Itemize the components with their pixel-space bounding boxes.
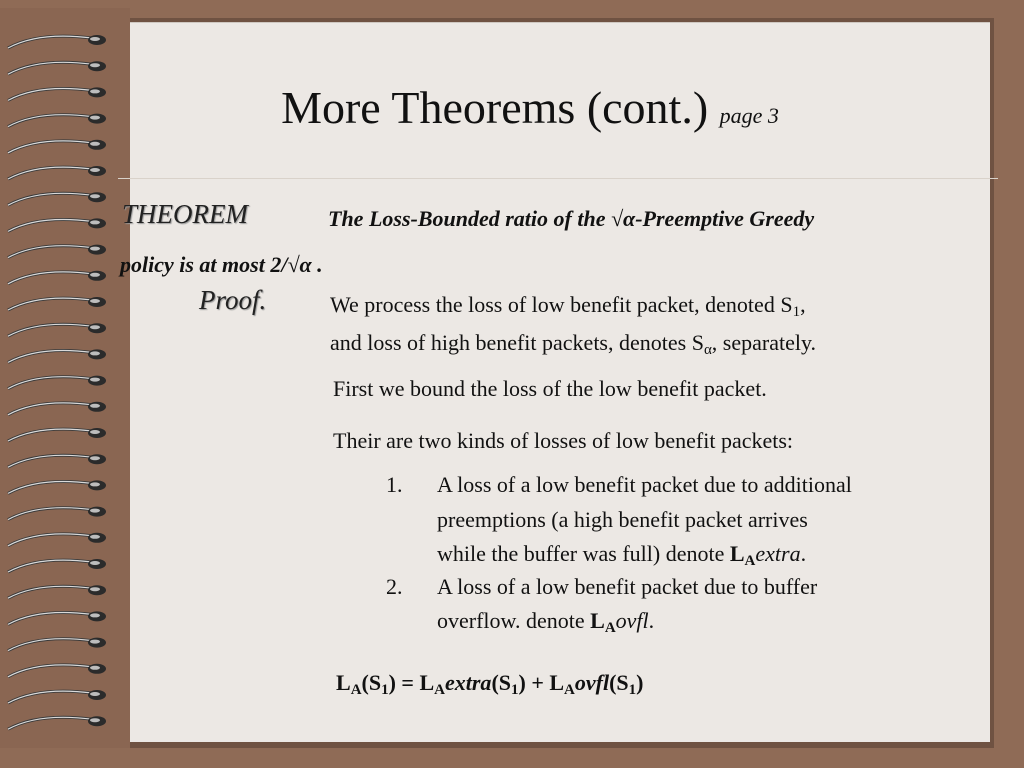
label-extra: extra (755, 541, 801, 566)
title-main: More Theorems (cont.) (281, 82, 709, 133)
list-item-2-line-2-text: overflow. denote (437, 608, 591, 633)
eq-part: L (336, 670, 351, 695)
list-item-1-line-2: preemptions (a high benefit packet arrives (437, 507, 808, 532)
subscript-A: A (604, 620, 616, 636)
eq-sub: A (350, 682, 362, 698)
proof-line-2-text: and loss of high benefit packets, denotes S (330, 330, 704, 355)
eq-part: ) (636, 670, 644, 695)
eq-sub: A (434, 682, 445, 698)
subscript: α (703, 342, 712, 358)
proof-line-2-end: , separately. (711, 330, 817, 355)
eq-part: ) + L (518, 670, 565, 695)
slide-title (70, 80, 990, 144)
eq-part: (S (491, 670, 511, 695)
list-item-2-line-1: A loss of a low benefit packet due to buffer (437, 574, 818, 599)
equation (336, 670, 643, 696)
symbol-L: L (590, 608, 605, 633)
theorem-line-2: policy is at most 2/√α . (120, 252, 323, 277)
proof-line-2 (330, 328, 816, 358)
list-item-2-line-2 (437, 606, 654, 636)
eq-sub: 1 (511, 682, 519, 698)
eq-sub: 1 (381, 682, 389, 698)
list-number-2: 2. (386, 574, 403, 599)
subscript-A: A (744, 553, 756, 569)
symbol-L: L (729, 541, 745, 566)
eq-part: (S (361, 670, 382, 695)
proof-line-1-end: , (800, 292, 806, 317)
proof-line-4: Their are two kinds of losses of low benefit packets: (333, 428, 794, 453)
period: . (648, 608, 655, 633)
eq-sub: A (564, 682, 575, 698)
list-item-1-line-3-text: while the buffer was full) denote (437, 541, 730, 566)
proof-line-3: First we bound the loss of the low benefit packet. (333, 376, 767, 401)
eq-sub: 1 (628, 682, 637, 698)
period: . (800, 541, 807, 566)
eq-label-extra: extra (444, 670, 492, 695)
list-item-1-line-1: A loss of a low benefit packet due to additional (437, 472, 852, 497)
label-ovfl: ovfl (615, 608, 649, 633)
proof-label: Proof. (199, 285, 267, 315)
title-page: page 3 (719, 103, 779, 128)
list-number-1: 1. (386, 472, 403, 497)
title-divider (118, 178, 998, 179)
theorem-label: THEOREM (122, 199, 248, 229)
eq-part: (S (609, 670, 629, 695)
subscript: 1 (792, 304, 801, 320)
list-item-1-line-3 (437, 539, 806, 569)
eq-part: ) = L (388, 670, 435, 695)
theorem-line-1: The Loss-Bounded ratio of the √α-Preemptive Greedy (328, 206, 815, 231)
proof-line-1 (330, 290, 806, 320)
proof-line-1-text: We process the loss of low benefit packet, denoted S (330, 292, 793, 317)
eq-label-ovfl: ovfl (574, 670, 610, 695)
